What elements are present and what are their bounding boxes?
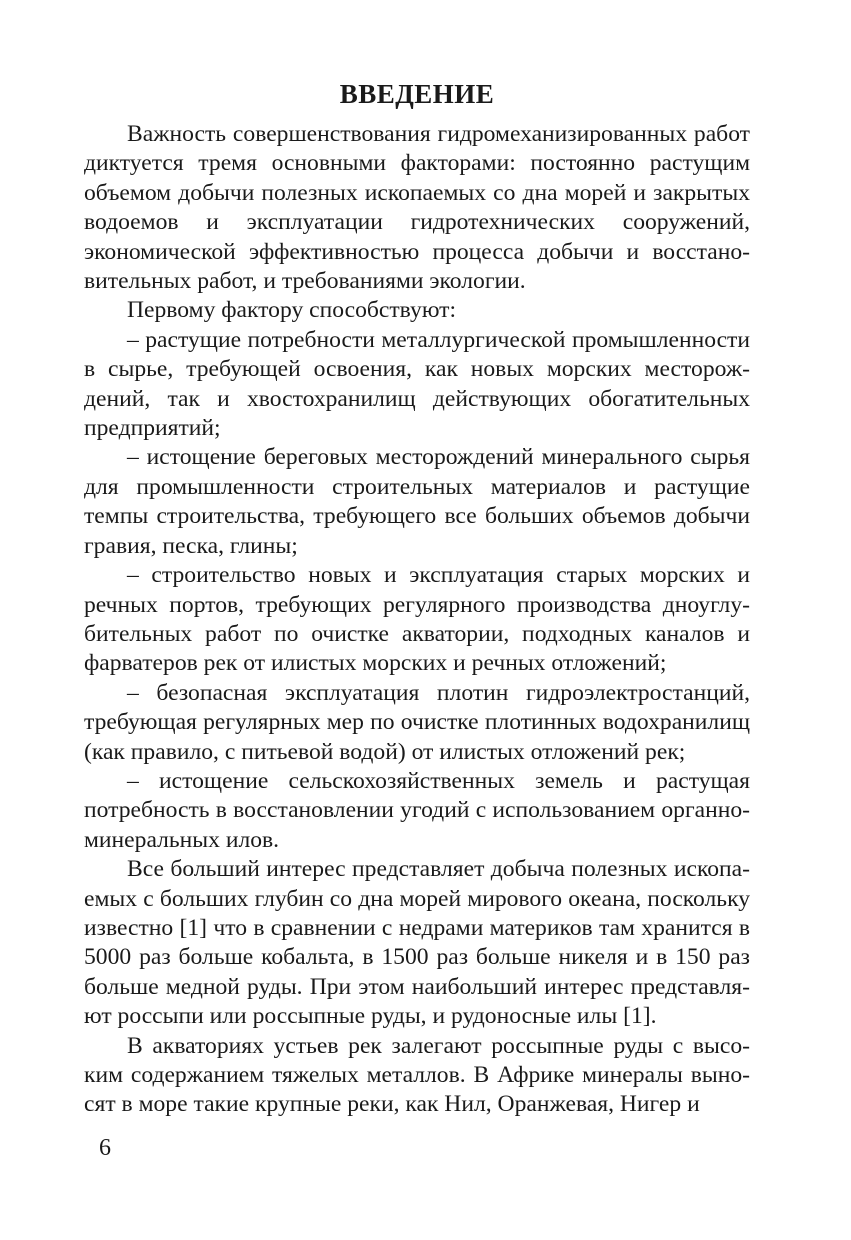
chapter-title: ВВЕДЕНИЕ <box>339 79 495 109</box>
list-item-metallurgy: – растущие потребности металлургической промышленности в сырье, требующей освоения, как новых морских месторождений, так и хвостохранилищ действующих обогатительных предприятий; <box>84 326 750 442</box>
list-item-dams: – безопасная эксплуатация плотин гидроэлектростанций, требующая регулярных мер по очистке плотинных водохранилищ (как правило, с питьевой водой) от илистых отложений рек; <box>84 679 750 765</box>
paragraph-factor-lead: Первому фактору способствуют: <box>127 297 456 324</box>
list-item-agriculture: – истощение сельскохозяйственных земель и растущая потребность в восстановлении угодий с использованием органно-минеральных илов. <box>84 767 750 853</box>
list-item-ports: – строительство новых и эксплуатация старых морских и речных портов, требующих регулярного производства дноуглубительных работ по очистке акватории, подходных каналов и фарватеров рек от илистых морских и речных отложений; <box>84 562 750 677</box>
paragraph-intro: Важность совершенствования гидромеханизированных работ диктуется тремя основными факторами: постоянно растущим объемом добычи полезных ископаемых со дна морей и закрытых водоемов и эксплуатации гидротехнических сооружений, экономической эффективностью процесса добычи и восстановительных работ, и требованиями экологии. <box>84 121 750 295</box>
paragraph-river-mouths: В акваториях устьев рек залегают россыпные руды с высоким содержанием тяжелых металлов. В Африке минералы выносят в море такие крупные реки, как Нил, Оранжевая, Нигер и <box>84 1032 750 1118</box>
page-number: 6 <box>99 1135 111 1161</box>
list-item-coastal-deposits: – истощение береговых месторождений минерального сырья для промышленности строительных материалов и растущие темпы строительства, требующего все больших объемов добычи гравия, песка, глины; <box>84 444 750 559</box>
body-text <box>84 120 750 1120</box>
paragraph-deep-sea: Все больший интерес представляет добыча полезных ископаемых с больших глубин со дна морей мирового океана, поскольку известно [1] что в сравнении с недрами материков там хранится в 5000 раз больше кобальта, в 1500 раз больше никеля и в 150 раз больше медной руды. При этом наибольший интерес представляют россыпи или россыпные руды, и рудоносные илы [1]. <box>84 856 750 1030</box>
